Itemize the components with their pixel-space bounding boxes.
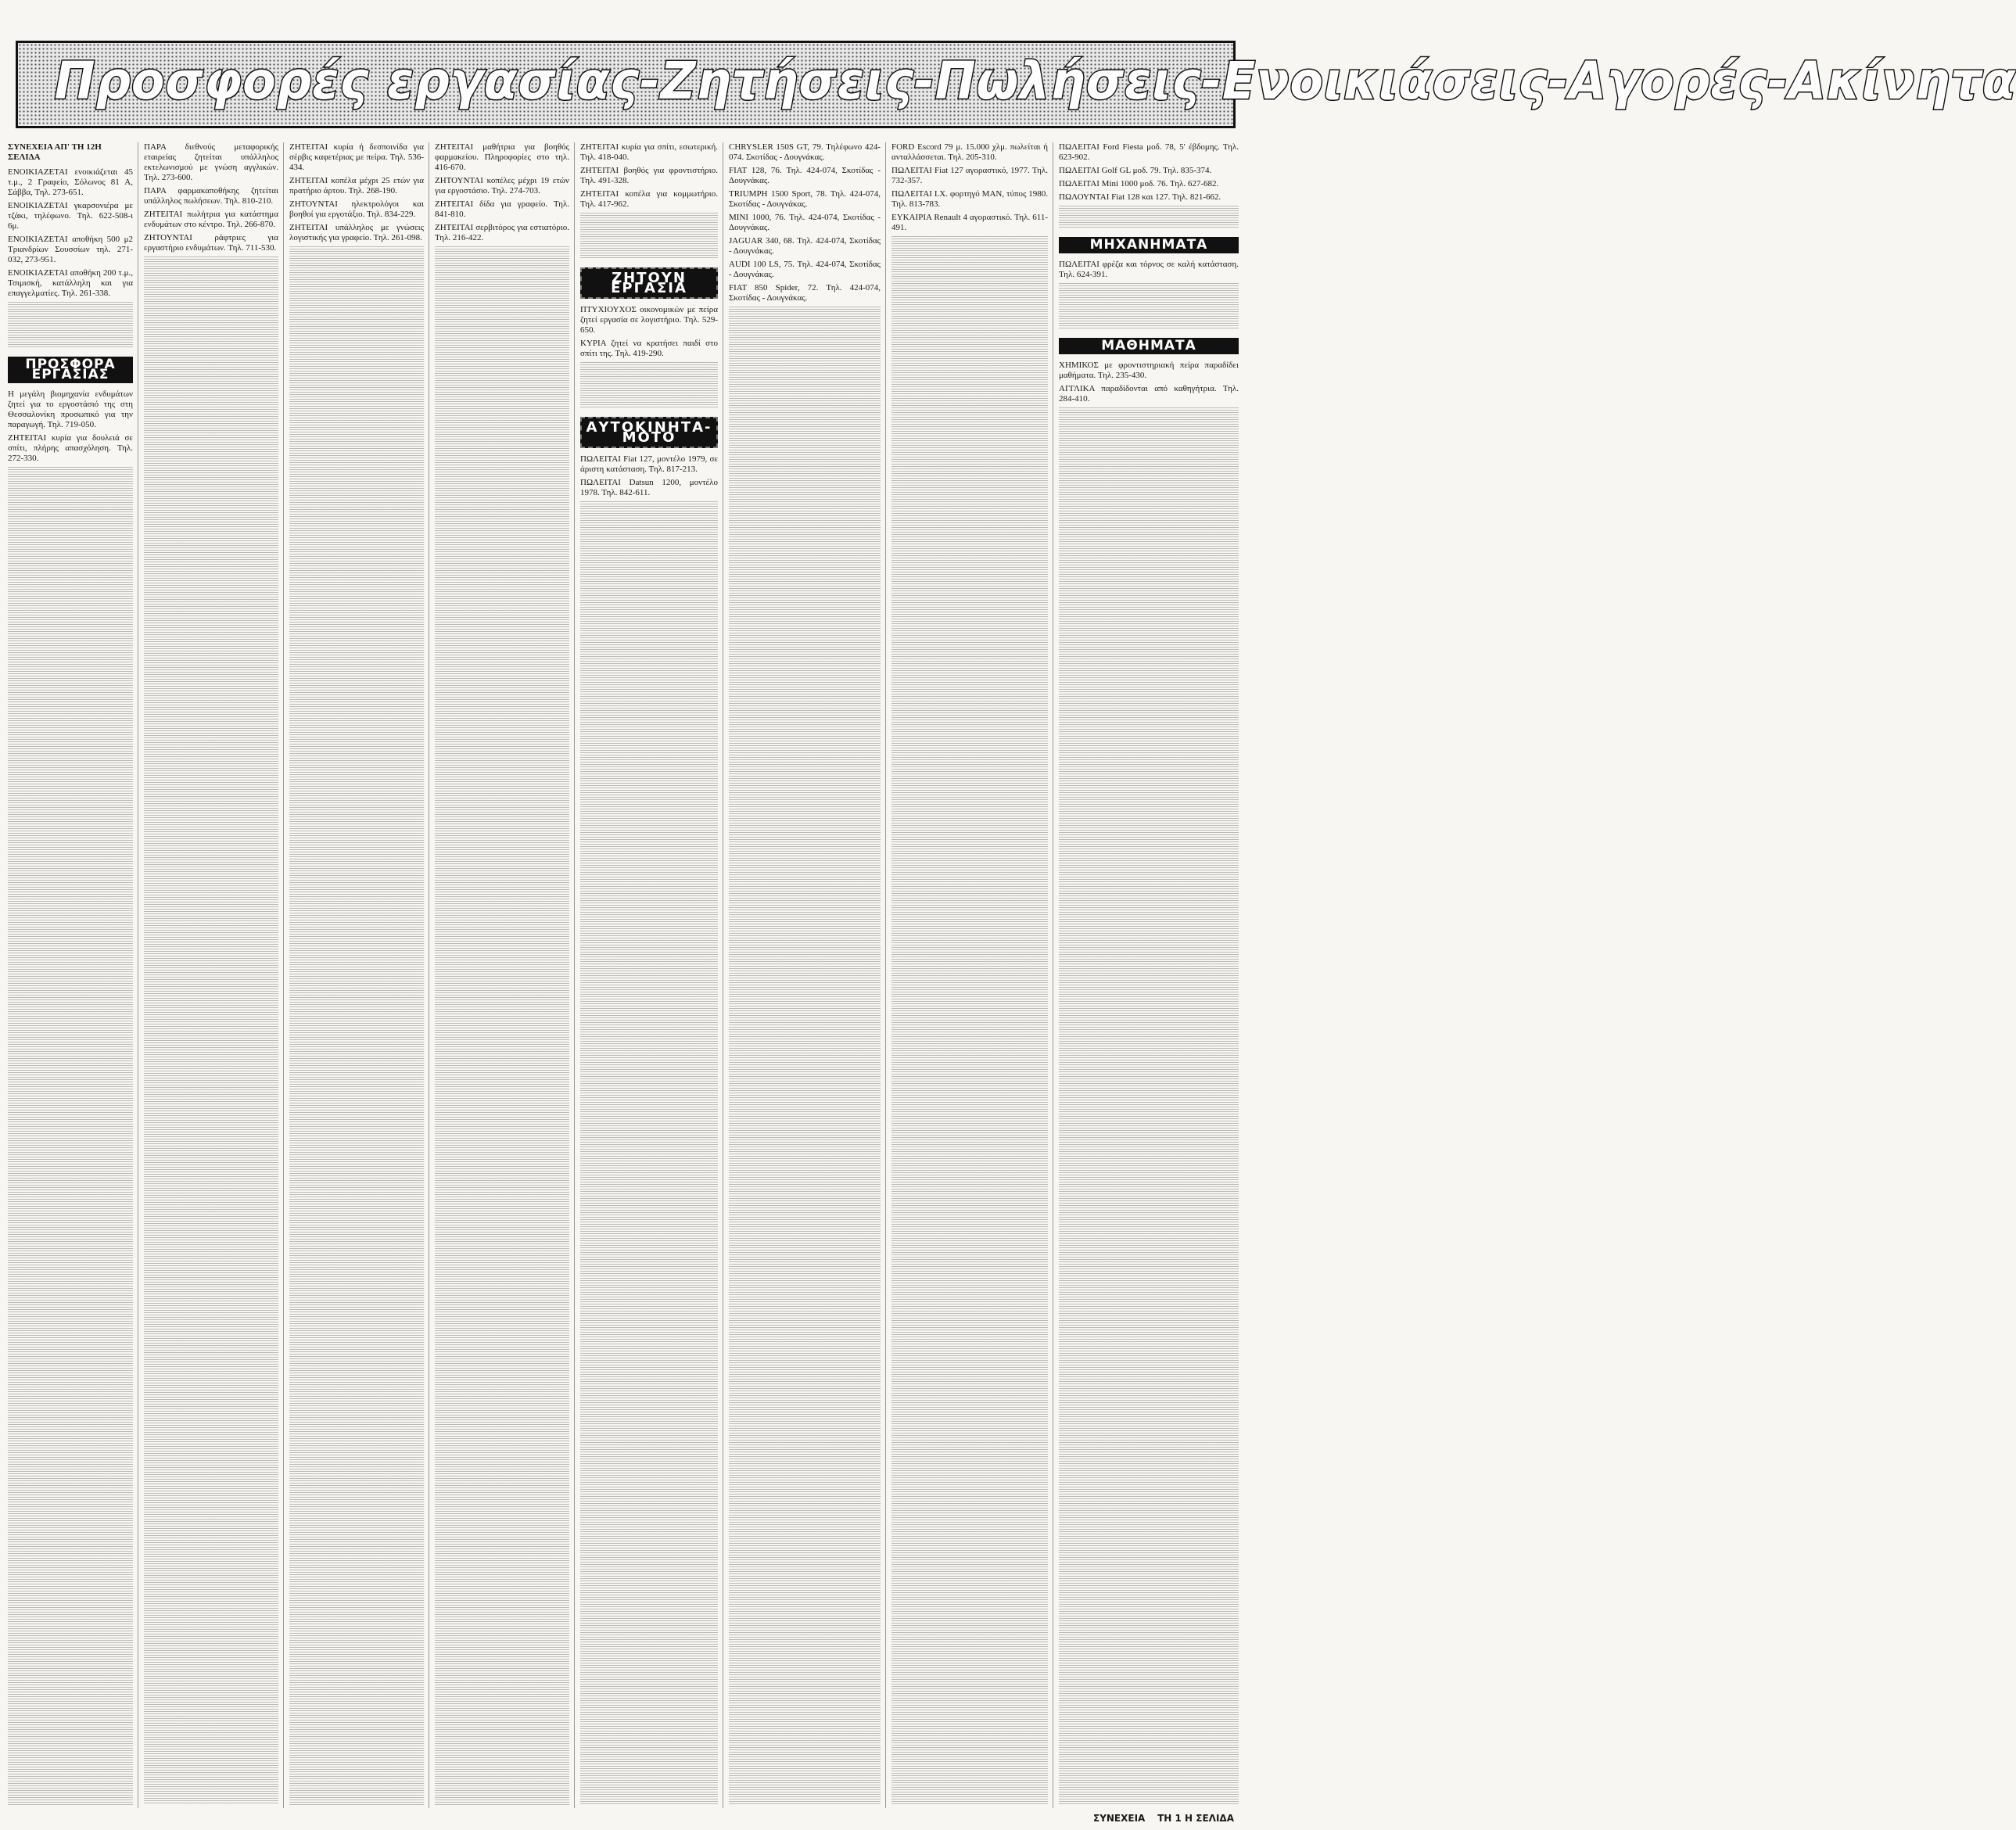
classified-ad: ΠΩΛΕΙΤΑΙ φρέζα και τόρνος σε καλή κατάσταση. Τηλ. 624-391. bbox=[1059, 260, 1239, 279]
column-rule bbox=[574, 142, 575, 1808]
column-5 bbox=[580, 142, 718, 1808]
column-7 bbox=[891, 142, 1048, 1808]
classified-ad: CHRYSLER 150S GT, 79. Τηλέφωνο 424-074. Σκοτίδας - Δουγνάκας. bbox=[729, 142, 881, 162]
classified-ad: Η μεγάλη βιομηχανία ενδυμάτων ζητεί για το εργοστάσιό της στη Θεσσαλονίκη προσωπικό για την παραγωγή. Τηλ. 719-050. bbox=[8, 389, 133, 429]
small-print-block bbox=[144, 257, 278, 1805]
classified-ad: ΖΗΤΕΙΤΑΙ πωλήτρια για κατάστημα ενδυμάτων στο κέντρο. Τηλ. 266-870. bbox=[144, 210, 278, 229]
classified-ad: ΖΗΤΕΙΤΑΙ σερβιτόρος για εστιατόριο. Τηλ. 216-422. bbox=[435, 223, 569, 242]
classified-ad: ΠΩΛΕΙΤΑΙ Fiat 127 αγοραστικό, 1977. Τηλ. 732-357. bbox=[891, 166, 1048, 185]
classified-ad: ΠΩΛΕΙΤΑΙ Ι.Χ. φορτηγό MAN, τύπος 1980. Τηλ. 813-783. bbox=[891, 189, 1048, 209]
classified-ad: ΖΗΤΕΙΤΑΙ βοηθός για φροντιστήριο. Τηλ. 491-328. bbox=[580, 166, 718, 185]
classified-ad: ΖΗΤΕΙΤΑΙ κυρία για δουλειά σε σπίτι, πλήρης απασχόληση. Τηλ. 272-330. bbox=[8, 433, 133, 463]
classified-ad: ΠΩΛΕΙΤΑΙ Ford Fiesta μοδ. 78, 5' έβδομης. Τηλ. 623-902. bbox=[1059, 142, 1239, 162]
classified-ad: ΠΑΡΑ διεθνούς μεταφορικής εταιρείας ζητείται υπάλληλος εκτελωνισμού με γνώση αγγλικών. Τηλ. 273-600. bbox=[144, 142, 278, 182]
classified-ad: FORD Escord 79 μ. 15.000 χλμ. πωλείται ή ανταλλάσσεται. Τηλ. 205-310. bbox=[891, 142, 1048, 162]
classified-ad: ΕΝΟΙΚΙΑΖΕΤΑΙ ενοικιάζεται 45 τ.μ., 2 Γραφείο, Σόλωνος 81 Α, Σάββα, Τηλ. 273-651. bbox=[8, 167, 133, 197]
classified-ad: TRIUMPH 1500 Sport, 78. Τηλ. 424-074, Σκοτίδας - Δουγνάκας. bbox=[729, 189, 881, 209]
small-print-block bbox=[580, 213, 718, 260]
classified-ad: ΖΗΤΟΥΝΤΑΙ ράφτριες για εργαστήριο ενδυμάτων. Τηλ. 711-530. bbox=[144, 233, 278, 253]
classified-ad: ΖΗΤΕΙΤΑΙ υπάλληλος με γνώσεις λογιστικής για γραφείο. Τηλ. 261-098. bbox=[289, 223, 424, 242]
small-print-block bbox=[891, 236, 1048, 1805]
small-print-block bbox=[1059, 283, 1239, 330]
classified-ad: ΖΗΤΕΙΤΑΙ κυρία ή δεσποινίδα για σέρβις καφετέριας με πείρα. Τηλ. 536-434. bbox=[289, 142, 424, 172]
classified-ad: ΖΗΤΟΥΝΤΑΙ ηλεκτρολόγοι και βοηθοί για εργοτάξιο. Τηλ. 834-229. bbox=[289, 199, 424, 219]
small-print-block bbox=[729, 307, 881, 1805]
small-print-block bbox=[289, 246, 424, 1805]
column-rule bbox=[283, 142, 284, 1808]
small-print-block bbox=[8, 467, 133, 1805]
continuation-footer bbox=[1093, 1813, 1234, 1824]
small-print-block bbox=[1059, 206, 1239, 229]
classified-ad: ΧΗΜΙΚΟΣ με φροντιστηριακή πείρα παραδίδει μαθήματα. Τηλ. 235-430. bbox=[1059, 361, 1239, 380]
classified-ad: ΕΝΟΙΚΙΑΖΕΤΑΙ αποθήκη 200 τ.μ., Τσιμισκή, κατάλληλη και για επαγγελματίες. Τηλ. 261-338. bbox=[8, 268, 133, 298]
small-print-block bbox=[580, 501, 718, 1805]
section-heading-machinery: ΜΗΧΑΝΗΜΑΤΑ bbox=[1059, 237, 1239, 253]
classified-ad: JAGUAR 340, 68. Τηλ. 424-074, Σκοτίδας - Δουγνάκας. bbox=[729, 236, 881, 256]
classified-ad: MINI 1000, 76. Τηλ. 424-074, Σκοτίδας - Δουγνάκας. bbox=[729, 213, 881, 232]
small-print-block bbox=[8, 302, 133, 349]
column-4 bbox=[435, 142, 569, 1808]
small-print-block bbox=[1059, 407, 1239, 1805]
classified-ad: ΖΗΤΕΙΤΑΙ δίδα για γραφείο. Τηλ. 841-810. bbox=[435, 199, 569, 219]
column-2 bbox=[144, 142, 278, 1808]
classified-ad: ΖΗΤΕΙΤΑΙ κυρία για σπίτι, εσωτερική. Τηλ. 418-040. bbox=[580, 142, 718, 162]
classified-ad: AUDI 100 LS, 75. Τηλ. 424-074, Σκοτίδας - Δουγνάκας. bbox=[729, 260, 881, 279]
classified-ad: FIAT 850 Spider, 72. Τηλ. 424-074, Σκοτίδας - Δουγνάκας. bbox=[729, 283, 881, 303]
classified-ad: ΕΝΟΙΚΙΑΖΕΤΑΙ γκαρσονιέρα με τζάκι, τηλέφωνο. Τηλ. 622-508-ι 6μ. bbox=[8, 201, 133, 231]
column-6 bbox=[729, 142, 881, 1808]
column-3 bbox=[289, 142, 424, 1808]
classified-ad: ΖΗΤΕΙΤΑΙ κοπέλα για κομμωτήριο. Τηλ. 417-962. bbox=[580, 189, 718, 209]
column-8 bbox=[1059, 142, 1239, 1808]
classified-ad: ΠΩΛΕΙΤΑΙ Datsun 1200, μοντέλο 1978. Τηλ. 842-611. bbox=[580, 478, 718, 497]
continuation-note: ΣΥΝΕΧΕΙΑ ΑΠ' ΤΗ 12Η ΣΕΛΙΔΑ bbox=[8, 142, 102, 162]
classified-ad: FIAT 128, 76. Τηλ. 424-074, Σκοτίδας - Δουγνάκας. bbox=[729, 166, 881, 185]
banner-title: Προσφορές εργασίας-Ζητήσεις-Πωλήσεις-Ενοικιάσεις-Αγορές-Ακίνητα bbox=[54, 51, 2016, 111]
section-heading-seeking-work: ΖΗΤΟΥΝ ΕΡΓΑΣΙΑ bbox=[580, 267, 718, 299]
classified-ad: ΠΩΛΟΥΝΤΑΙ Fiat 128 και 127. Τηλ. 821-662. bbox=[1059, 192, 1221, 202]
small-print-block bbox=[435, 246, 569, 1805]
classified-ad: ΑΓΓΛΙΚΑ παραδίδονται από καθηγήτρια. Τηλ. 284-410. bbox=[1059, 384, 1239, 404]
classified-ad: ΠΤΥΧΙΟΥΧΟΣ οικονομικών με πείρα ζητεί εργασία σε λογιστήριο. Τηλ. 529-650. bbox=[580, 305, 718, 335]
column-rule bbox=[885, 142, 886, 1808]
footer-continued-label: ΣΥΝΕΧΕΙΑ bbox=[1093, 1813, 1146, 1824]
classified-ad: ΚΥΡΙΑ ζητεί να κρατήσει παιδί στο σπίτι της. Τηλ. 419-290. bbox=[580, 339, 718, 358]
footer-page-ref: ΤΗ 1 Η ΣΕΛΙΔΑ bbox=[1157, 1813, 1234, 1824]
section-heading-lessons: ΜΑΘΗΜΑΤΑ bbox=[1059, 338, 1239, 354]
banner bbox=[16, 41, 2016, 128]
classified-ad: ΕΝΟΙΚΙΑΖΕΤΑΙ αποθήκη 500 μ2 Τριανδρίων Σουσσίων τηλ. 271-032, 273-951. bbox=[8, 235, 133, 264]
section-heading-cars-moto: ΑΥΤΟΚΙΝΗΤΑ-ΜΟΤΟ bbox=[580, 417, 718, 448]
section-heading-job-offers: ΠΡΟΣΦΟΡΑ ΕΡΓΑΣΙΑΣ bbox=[8, 357, 133, 383]
classified-ad: ΠΩΛΕΙΤΑΙ Fiat 127, μοντέλο 1979, σε άριστη κατάσταση. Τηλ. 817-213. bbox=[580, 454, 718, 474]
small-print-block bbox=[580, 362, 718, 409]
classified-ad: ΖΗΤΟΥΝΤΑΙ κοπέλες μέχρι 19 ετών για εργοστάσιο. Τηλ. 274-703. bbox=[435, 176, 569, 196]
classified-ad: ΕΥΚΑΙΡΙΑ Renault 4 αγοραστικό. Τηλ. 611-491. bbox=[891, 213, 1048, 232]
classified-ad: ΠΩΛΕΙΤΑΙ Golf GL μοδ. 79. Τηλ. 835-374. bbox=[1059, 166, 1212, 175]
column-1 bbox=[8, 142, 133, 1808]
classified-ad: ΖΗΤΕΙΤΑΙ μαθήτρια για βοηθός φαρμακείου. Πληροφορίες στο τηλ. 416-670. bbox=[435, 142, 569, 172]
classified-ad: ΠΑΡΑ φαρμακαποθήκης ζητείται υπάλληλος πωλήσεων. Τηλ. 810-210. bbox=[144, 186, 278, 206]
classified-ad: ΠΩΛΕΙΤΑΙ Mini 1000 μοδ. 76. Τηλ. 627-682. bbox=[1059, 179, 1219, 188]
classified-ad: ΖΗΤΕΙΤΑΙ κοπέλα μέχρι 25 ετών για πρατήριο άρτου. Τηλ. 268-190. bbox=[289, 176, 424, 196]
